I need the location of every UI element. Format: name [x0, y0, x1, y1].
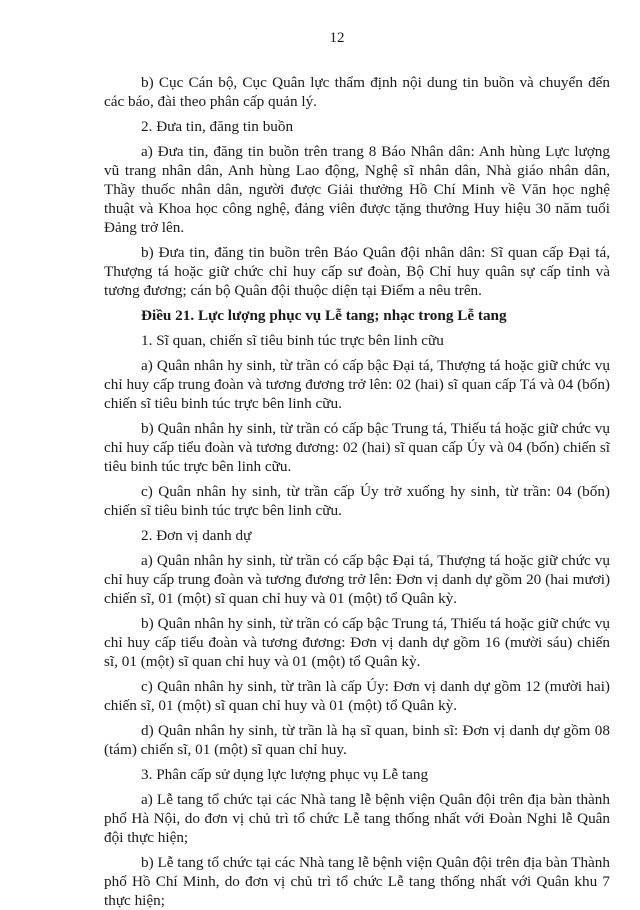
paragraph-1b-cuc-can-bo: b) Cục Cán bộ, Cục Quân lực thẩm định nội dung tin buồn và chuyển đến các báo, đài theo phân cấp quản lý. — [104, 74, 610, 110]
paragraph-1b-trung-ta: b) Quân nhân hy sinh, từ trần có cấp bậc Trung tá, Thiếu tá hoặc giữ chức vụ chỉ huy cấp tiểu đoàn và tương đương: 02 (hai) sĩ quan cấp Úy và 04 (bốn) chiến sĩ tiêu binh túc trực bên linh cữu. — [104, 420, 610, 475]
section-2-don-vi-danh-du: 2. Đơn vị danh dự — [141, 527, 252, 544]
paragraph-1a-dai-ta: a) Quân nhân hy sinh, từ trần có cấp bậc Đại tá, Thượng tá hoặc giữ chức vụ chỉ huy cấp trung đoàn và tương đương trở lên: 02 (hai) sĩ quan cấp Tá và 04 (bốn) chiến sĩ tiêu binh túc trực bên linh cữu. — [104, 357, 610, 412]
paragraph-2a-bao-nhan-dan: a) Đưa tin, đăng tin buồn trên trang 8 Báo Nhân dân: Anh hùng Lực lượng vũ trang nhân dân, Anh hùng Lao động, Nghệ sĩ nhân dân, Nhà giáo nhân dân, Thầy thuốc nhân dân, người được Giải thưởng Hồ Chí Minh về Văn học nghệ thuật và Khoa học công nghệ, đảng viên được tặng thưởng Huy hiệu 30 năm tuổi Đảng trở lên. — [104, 143, 610, 236]
paragraph-1c-cap-uy: c) Quân nhân hy sinh, từ trần cấp Úy trở xuống hy sinh, từ trần: 04 (bốn) chiến sĩ tiêu binh túc trực bên linh cữu. — [104, 483, 610, 519]
paragraph-2a-dai-ta: a) Quân nhân hy sinh, từ trần có cấp bậc Đại tá, Thượng tá hoặc giữ chức vụ chỉ huy cấp trung đoàn và tương đương trở lên: Đơn vị danh dự gồm 20 (hai mươi) chiến sĩ, 01 (một) sĩ quan chỉ huy và 01 (một) tổ Quân kỳ. — [104, 552, 610, 607]
paragraph-3a-ha-noi: a) Lễ tang tổ chức tại các Nhà tang lễ bệnh viện Quân đội trên địa bàn thành phố Hà Nội, do đơn vị chủ trì tổ chức Lễ tang thống nhất với Đoàn Nghi lễ Quân đội thực hiện; — [104, 791, 610, 846]
page-number: 12 — [329, 30, 345, 46]
section-3-phan-cap: 3. Phân cấp sử dụng lực lượng phục vụ Lễ tang — [141, 766, 429, 783]
paragraph-2b-bao-quan-doi: b) Đưa tin, đăng tin buồn trên Báo Quân đội nhân dân: Sĩ quan cấp Đại tá, Thượng tá hoặc giữ chức chỉ huy cấp sư đoàn, Bộ Chỉ huy quân sự cấp tỉnh và tương đương; cán bộ Quân đội thuộc diện tại Điểm a nêu trên. — [104, 244, 610, 299]
section-1-tieu-binh: 1. Sĩ quan, chiến sĩ tiêu binh túc trực bên linh cữu — [141, 332, 444, 349]
paragraph-3b-ho-chi-minh: b) Lễ tang tổ chức tại các Nhà tang lễ bệnh viện Quân đội trên địa bàn Thành phố Hồ Chí Minh, do đơn vị chủ trì tổ chức Lễ tang thống nhất với Quân khu 7 thực hiện; — [104, 854, 610, 909]
section-2-dua-tin: 2. Đưa tin, đăng tin buồn — [141, 118, 294, 135]
article-21-heading: Điều 21. Lực lượng phục vụ Lễ tang; nhạc trong Lễ tang — [141, 307, 507, 324]
paragraph-2c-cap-uy: c) Quân nhân hy sinh, từ trần là cấp Úy: Đơn vị danh dự gồm 12 (mười hai) chiến sĩ, 01 (một) sĩ quan chỉ huy và 01 (một) tổ Quân kỳ. — [104, 678, 610, 714]
paragraph-2d-ha-si-quan: d) Quân nhân hy sinh, từ trần là hạ sĩ quan, binh sĩ: Đơn vị danh dự gồm 08 (tám) chiến sĩ, 01 (một) sĩ quan chỉ huy. — [104, 722, 610, 758]
paragraph-2b-trung-ta: b) Quân nhân hy sinh, từ trần có cấp bậc Trung tá, Thiếu tá hoặc giữ chức vụ chỉ huy cấp tiểu đoàn và tương đương: Đơn vị danh dự gồm 16 (mười sáu) chiến sĩ, 01 (một) sĩ quan chỉ huy và 01 (một) tổ Quân kỳ. — [104, 615, 610, 670]
